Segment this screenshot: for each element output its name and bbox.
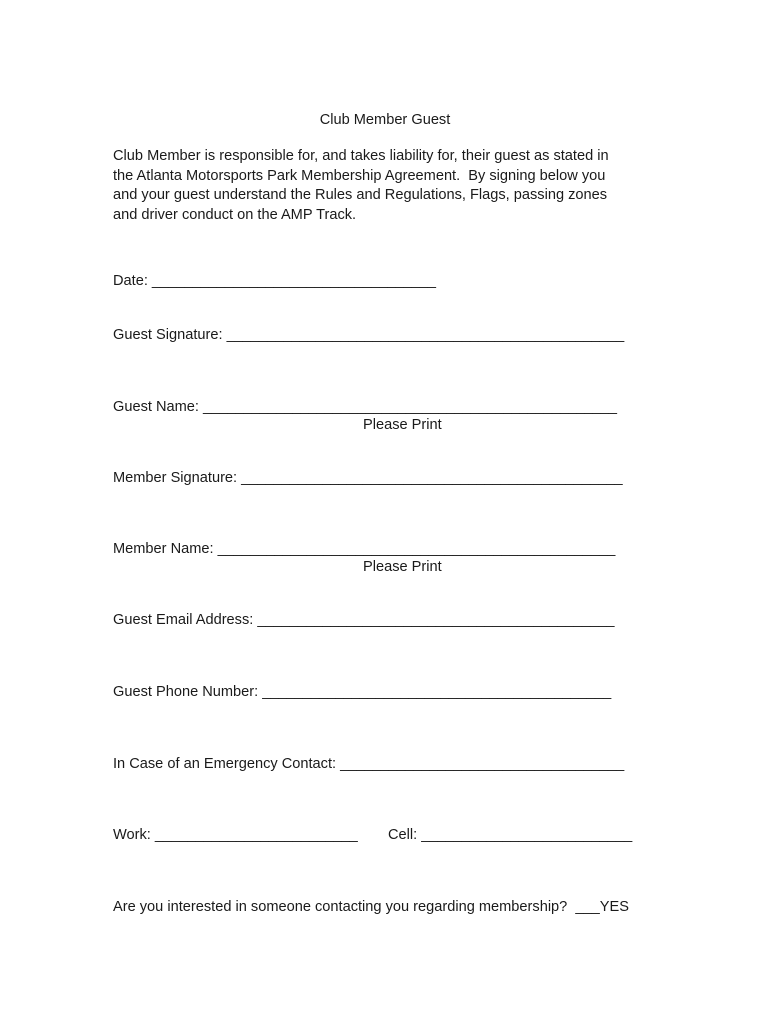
guest-phone-field[interactable]: Guest Phone Number: ___________________________________________	[113, 684, 612, 700]
emergency-contact-field[interactable]: In Case of an Emergency Contact: ___________________________________	[113, 756, 625, 772]
membership-question[interactable]: Are you interested in someone contacting you regarding membership? ___YES	[113, 899, 629, 915]
cell-phone-field[interactable]: Cell: __________________________	[388, 827, 633, 843]
member-signature-field[interactable]: Member Signature: _______________________________________________	[113, 470, 623, 486]
form-title: Club Member Guest	[319, 112, 451, 128]
guest-name-hint: Please Print	[363, 417, 442, 433]
date-field[interactable]: Date: ___________________________________	[113, 273, 437, 289]
member-name-hint: Please Print	[363, 559, 442, 575]
member-name-field[interactable]: Member Name: _________________________________________________	[113, 541, 616, 557]
intro-paragraph	[113, 147, 653, 225]
work-phone-field[interactable]: Work: _________________________	[113, 827, 358, 843]
intro-line: the Atlanta Motorsports Park Membership Agreement. By signing below you	[113, 167, 606, 184]
intro-line: Club Member is responsible for, and takes liability for, their guest as stated in	[113, 148, 609, 164]
guest-name-field[interactable]: Guest Name: ___________________________________________________	[113, 399, 617, 415]
intro-line: and your guest understand the Rules and Regulations, Flags, passing zones	[113, 187, 608, 203]
intro-line: and driver conduct on the AMP Track.	[113, 206, 357, 223]
guest-signature-field[interactable]: Guest Signature: _________________________________________________	[113, 327, 625, 343]
guest-email-field[interactable]: Guest Email Address: ____________________________________________	[113, 612, 615, 628]
